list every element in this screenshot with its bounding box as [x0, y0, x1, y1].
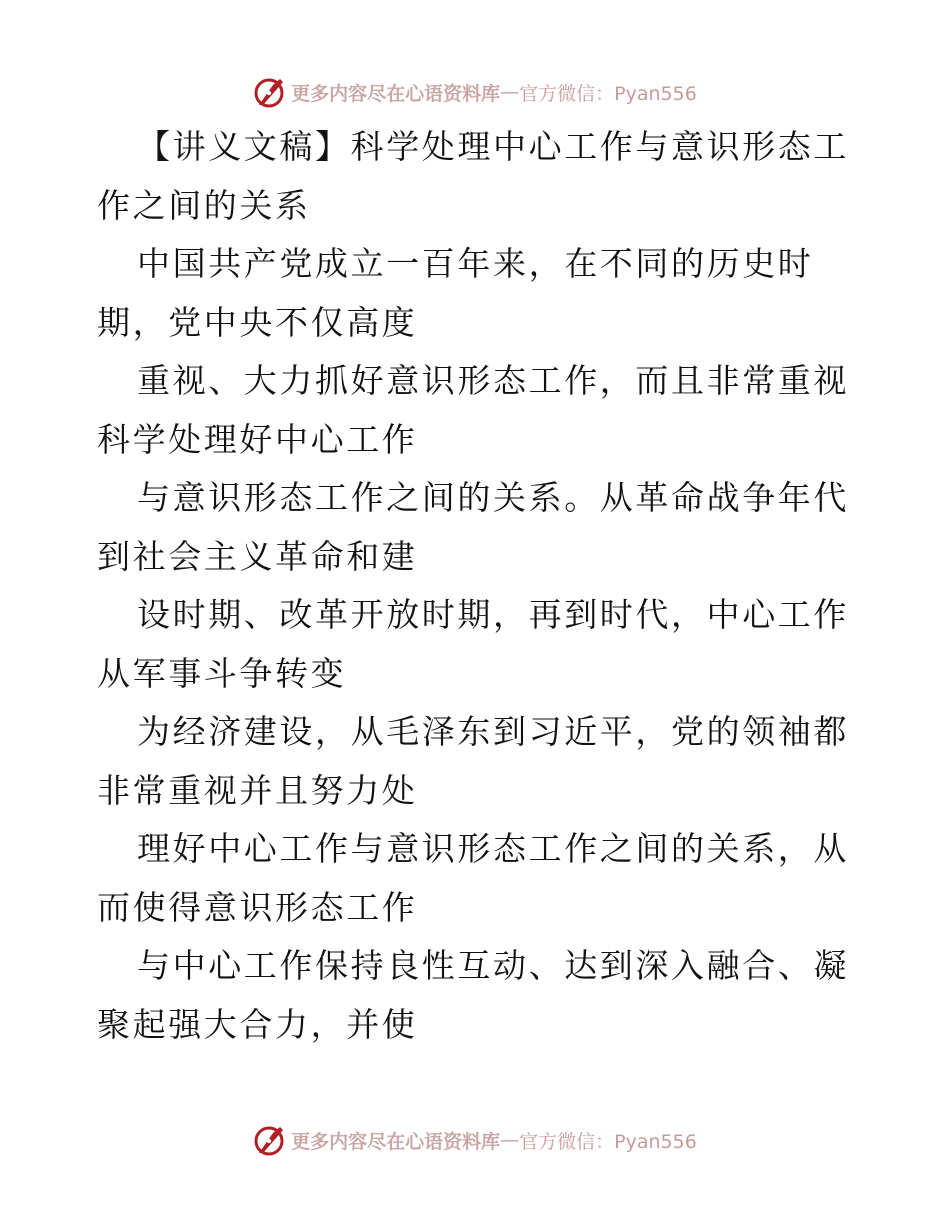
footer-banner [0, 1120, 950, 1160]
body-paragraph: 中国共产党成立一百年来，在不同的历史时期，党中央不仅高度 [97, 244, 814, 342]
banner-brand-text: 更多内容尽在心语资料库 [291, 82, 501, 105]
document-title-paragraph: 【讲义文稿】科学处理中心工作与意识形态工作之间的关系 [97, 127, 849, 225]
body-paragraph: 与中心工作保持良性互动、达到深入融合、凝聚起强大合力，并使 [97, 946, 849, 1044]
banner-contact-text: 官方微信：Pyan556 [519, 1130, 697, 1153]
body-paragraph: 重视、大力抓好意识形态工作，而且非常重视科学处理好中心工作 [97, 361, 849, 459]
body-paragraph: 理好中心工作与意识形态工作之间的关系，从而使得意识形态工作 [97, 829, 849, 927]
banner-separator: — [500, 81, 520, 103]
body-paragraph: 为经济建设，从毛泽东到习近平，党的领袖都非常重视并且努力处 [97, 712, 849, 810]
pen-nib-logo-icon [253, 1123, 287, 1157]
banner-brand-text: 更多内容尽在心语资料库 [291, 1130, 501, 1153]
body-paragraph: 与意识形态工作之间的关系。从革命战争年代到社会主义革命和建 [97, 478, 849, 576]
document-body [97, 118, 853, 1054]
banner-contact-text: 官方微信：Pyan556 [519, 82, 697, 105]
header-banner [0, 72, 950, 112]
banner-separator: — [500, 1129, 520, 1151]
pen-nib-logo-icon [253, 75, 287, 109]
body-paragraph: 设时期、改革开放时期，再到时代，中心工作从军事斗争转变 [97, 595, 849, 693]
